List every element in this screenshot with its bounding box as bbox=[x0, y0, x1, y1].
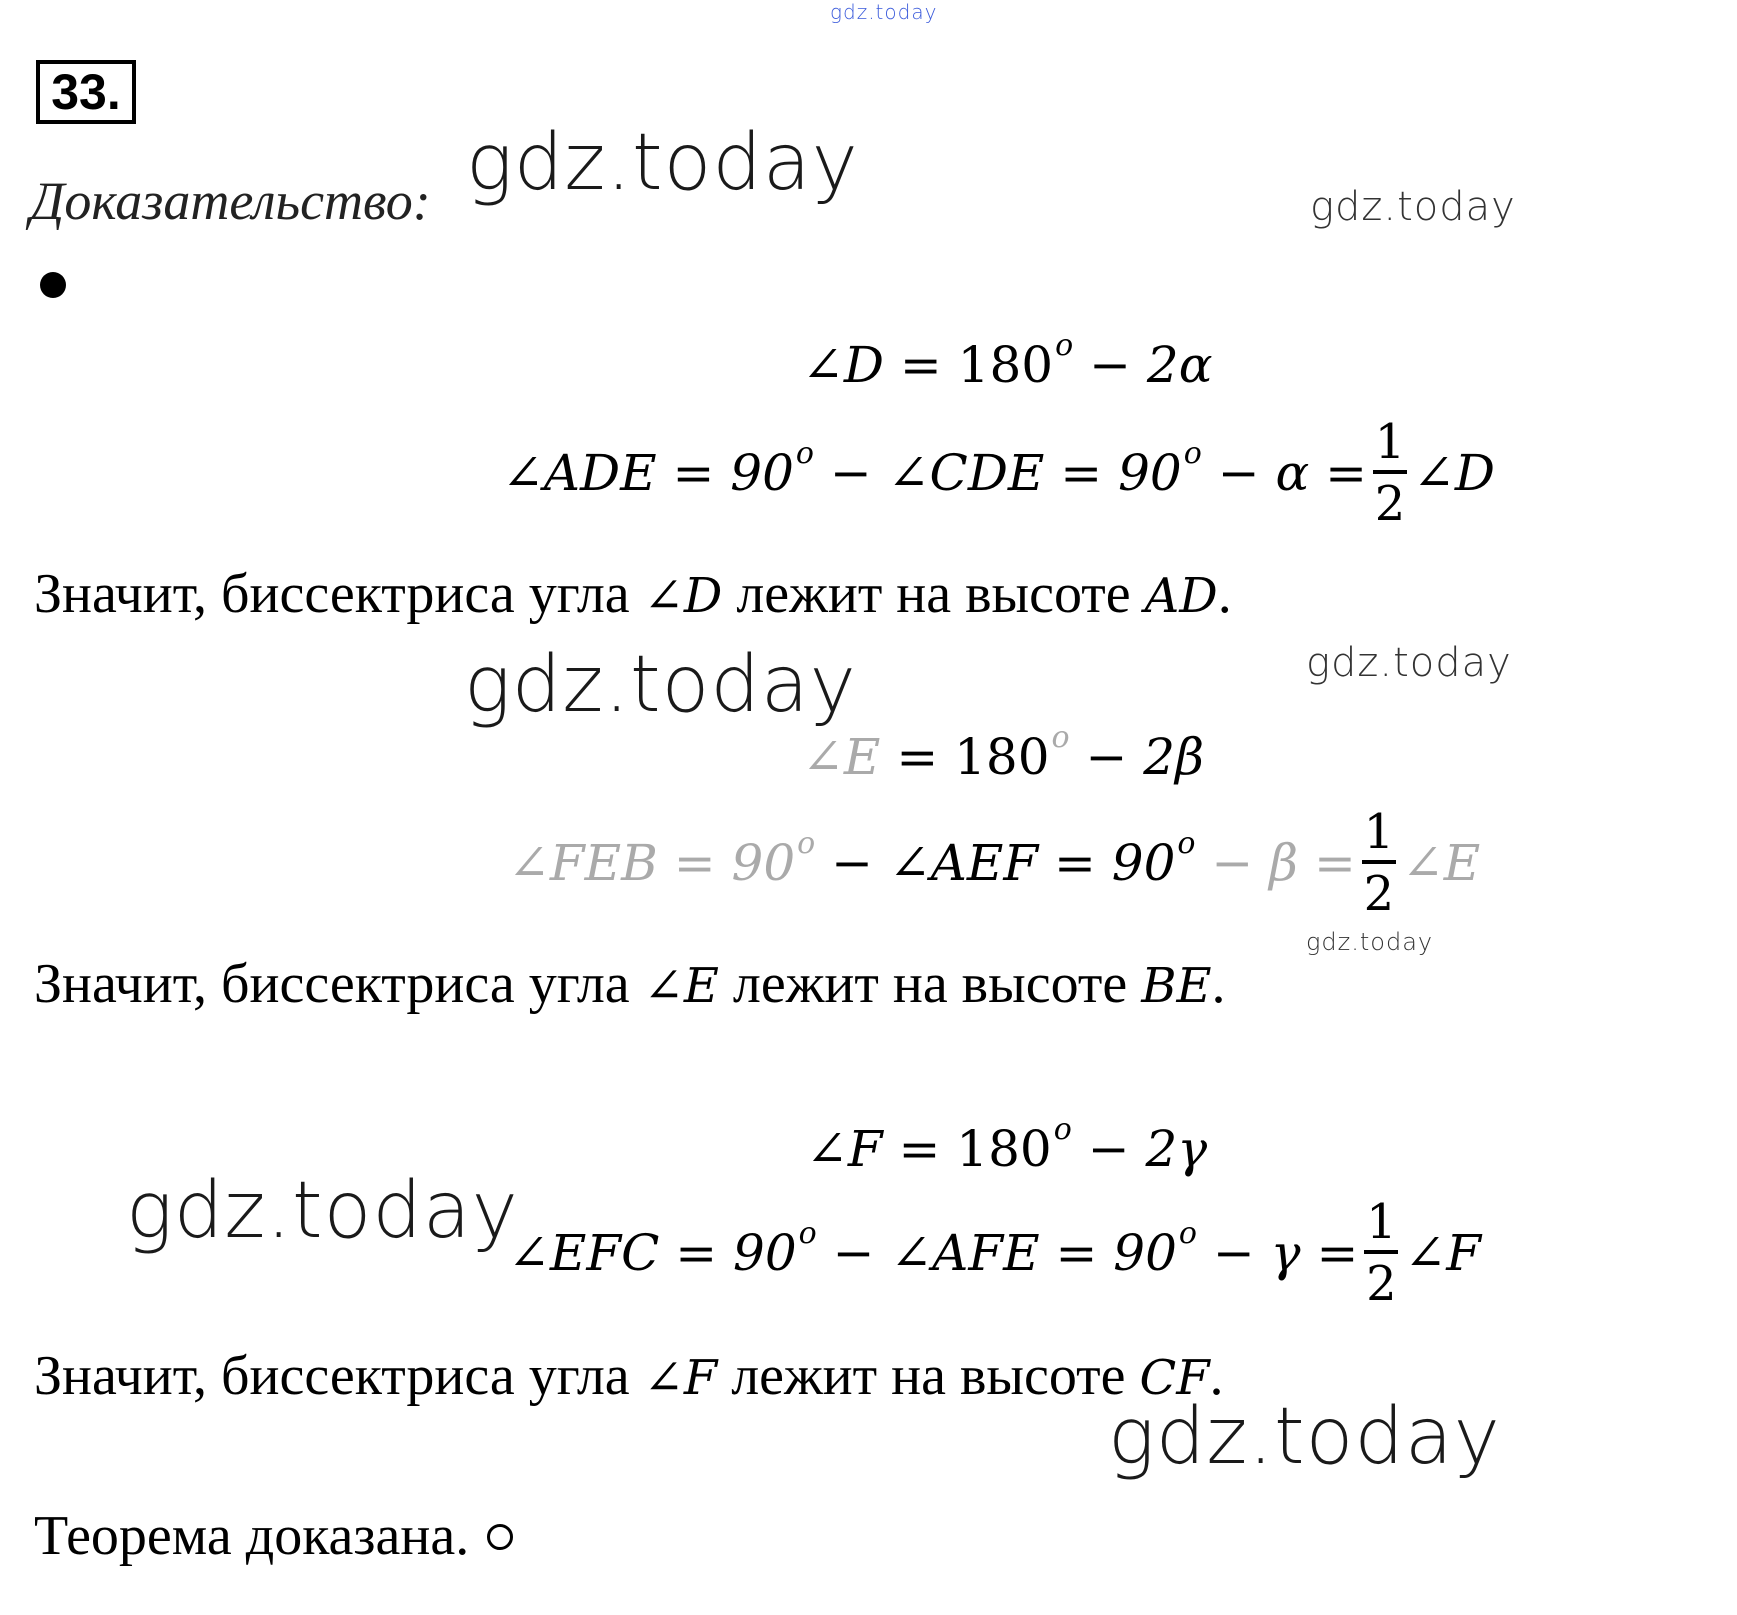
watermark-6: gdz.today bbox=[126, 1166, 519, 1256]
eq6-part-d: ∠F bbox=[1404, 1224, 1481, 1282]
text2-seg: BE bbox=[1141, 958, 1212, 1014]
conclusion-line-1 bbox=[34, 562, 1232, 626]
watermark-4: gdz.today bbox=[1306, 640, 1512, 686]
text1-pre: Значит, биссектриса угла bbox=[34, 563, 630, 625]
conclusion-line-3 bbox=[34, 1344, 1224, 1408]
eq6-degree-1: o bbox=[798, 1215, 817, 1251]
watermark-top: gdz.today bbox=[830, 0, 938, 24]
eq4-degree-1: o bbox=[797, 825, 816, 861]
watermark-1: gdz.today bbox=[466, 118, 859, 208]
watermark-5: gdz.today bbox=[1306, 928, 1434, 956]
eq6-degree-2: o bbox=[1178, 1215, 1197, 1251]
eq2-fraction bbox=[1373, 414, 1407, 532]
eq4-part-d: ∠E bbox=[1401, 834, 1481, 892]
eq3-rhs-a: = 180 bbox=[896, 728, 1050, 786]
bullet-point bbox=[40, 272, 66, 298]
eq2-denominator: 2 bbox=[1374, 476, 1406, 532]
eq2-part-c: − α = bbox=[1217, 444, 1368, 502]
conclusion-text: Теорема доказана. bbox=[34, 1505, 470, 1567]
watermark-7: gdz.today bbox=[1108, 1392, 1501, 1482]
eq3-lhs: ∠E bbox=[802, 728, 881, 786]
end-of-proof-circle-icon bbox=[487, 1524, 513, 1550]
watermark-3: gdz.today bbox=[464, 640, 857, 730]
equation-angle-feb bbox=[508, 804, 1481, 922]
text2-angle: ∠E bbox=[643, 958, 719, 1014]
eq4-numerator: 1 bbox=[1363, 804, 1395, 860]
eq1-rhs-b: − 2α bbox=[1089, 336, 1213, 394]
text3-mid: лежит на высоте bbox=[731, 1345, 1126, 1407]
eq4-part-a: ∠FEB = 90 bbox=[508, 834, 796, 892]
eq6-numerator: 1 bbox=[1366, 1194, 1397, 1250]
eq5-degree: o bbox=[1053, 1111, 1072, 1147]
eq4-fraction bbox=[1362, 804, 1396, 922]
eq4-part-c: − β = bbox=[1211, 834, 1356, 892]
eq6-fraction bbox=[1364, 1194, 1398, 1312]
equation-angle-ade bbox=[502, 414, 1496, 532]
eq3-degree: o bbox=[1051, 719, 1070, 755]
eq6-part-b: − ∠AFE = 90 bbox=[832, 1224, 1177, 1282]
text2-end: . bbox=[1211, 953, 1226, 1015]
eq2-degree-2: o bbox=[1183, 435, 1202, 471]
theorem-proved bbox=[34, 1504, 513, 1568]
eq5-rhs-a: = 180 bbox=[898, 1120, 1052, 1178]
eq3-rhs-b: − 2β bbox=[1085, 728, 1205, 786]
text1-end: . bbox=[1217, 563, 1232, 625]
eq6-denominator: 2 bbox=[1366, 1256, 1397, 1312]
eq1-lhs: ∠D bbox=[802, 336, 884, 394]
eq2-part-b: − ∠CDE = 90 bbox=[829, 444, 1182, 502]
eq4-degree-2: o bbox=[1177, 825, 1196, 861]
eq5-lhs: ∠F bbox=[806, 1120, 883, 1178]
text2-pre: Значит, биссектриса угла bbox=[34, 953, 630, 1015]
equation-angle-efc bbox=[508, 1194, 1481, 1312]
text3-seg: CF bbox=[1139, 1350, 1210, 1406]
eq1-degree: o bbox=[1055, 327, 1074, 363]
eq5-rhs-b: − 2γ bbox=[1087, 1120, 1208, 1178]
proof-label: Доказательство: bbox=[30, 171, 431, 231]
text3-angle: ∠F bbox=[643, 1350, 718, 1406]
eq6-part-c: − γ = bbox=[1212, 1224, 1359, 1282]
eq1-rhs-a: = 180 bbox=[899, 336, 1054, 394]
problem-number: 33. bbox=[36, 60, 136, 124]
text1-seg: AD bbox=[1144, 568, 1218, 624]
eq4-denominator: 2 bbox=[1363, 866, 1395, 922]
equation-angle-e bbox=[802, 719, 1205, 786]
eq4-part-b: − ∠AEF = 90 bbox=[831, 834, 1176, 892]
eq2-degree-1: o bbox=[795, 435, 814, 471]
text3-end: . bbox=[1209, 1345, 1224, 1407]
watermark-2: gdz.today bbox=[1310, 184, 1516, 230]
eq2-numerator: 1 bbox=[1374, 414, 1406, 470]
text1-mid: лежит на высоте bbox=[736, 563, 1131, 625]
eq6-part-a: ∠EFC = 90 bbox=[508, 1224, 797, 1282]
conclusion-line-2 bbox=[34, 952, 1226, 1016]
eq2-part-a: ∠ADE = 90 bbox=[502, 444, 794, 502]
text2-mid: лежит на высоте bbox=[732, 953, 1128, 1015]
text1-angle: ∠D bbox=[643, 568, 723, 624]
equation-angle-d bbox=[802, 327, 1213, 394]
text3-pre: Значит, биссектриса угла bbox=[34, 1345, 630, 1407]
eq2-part-d: ∠D bbox=[1413, 444, 1496, 502]
equation-angle-f bbox=[806, 1111, 1208, 1178]
